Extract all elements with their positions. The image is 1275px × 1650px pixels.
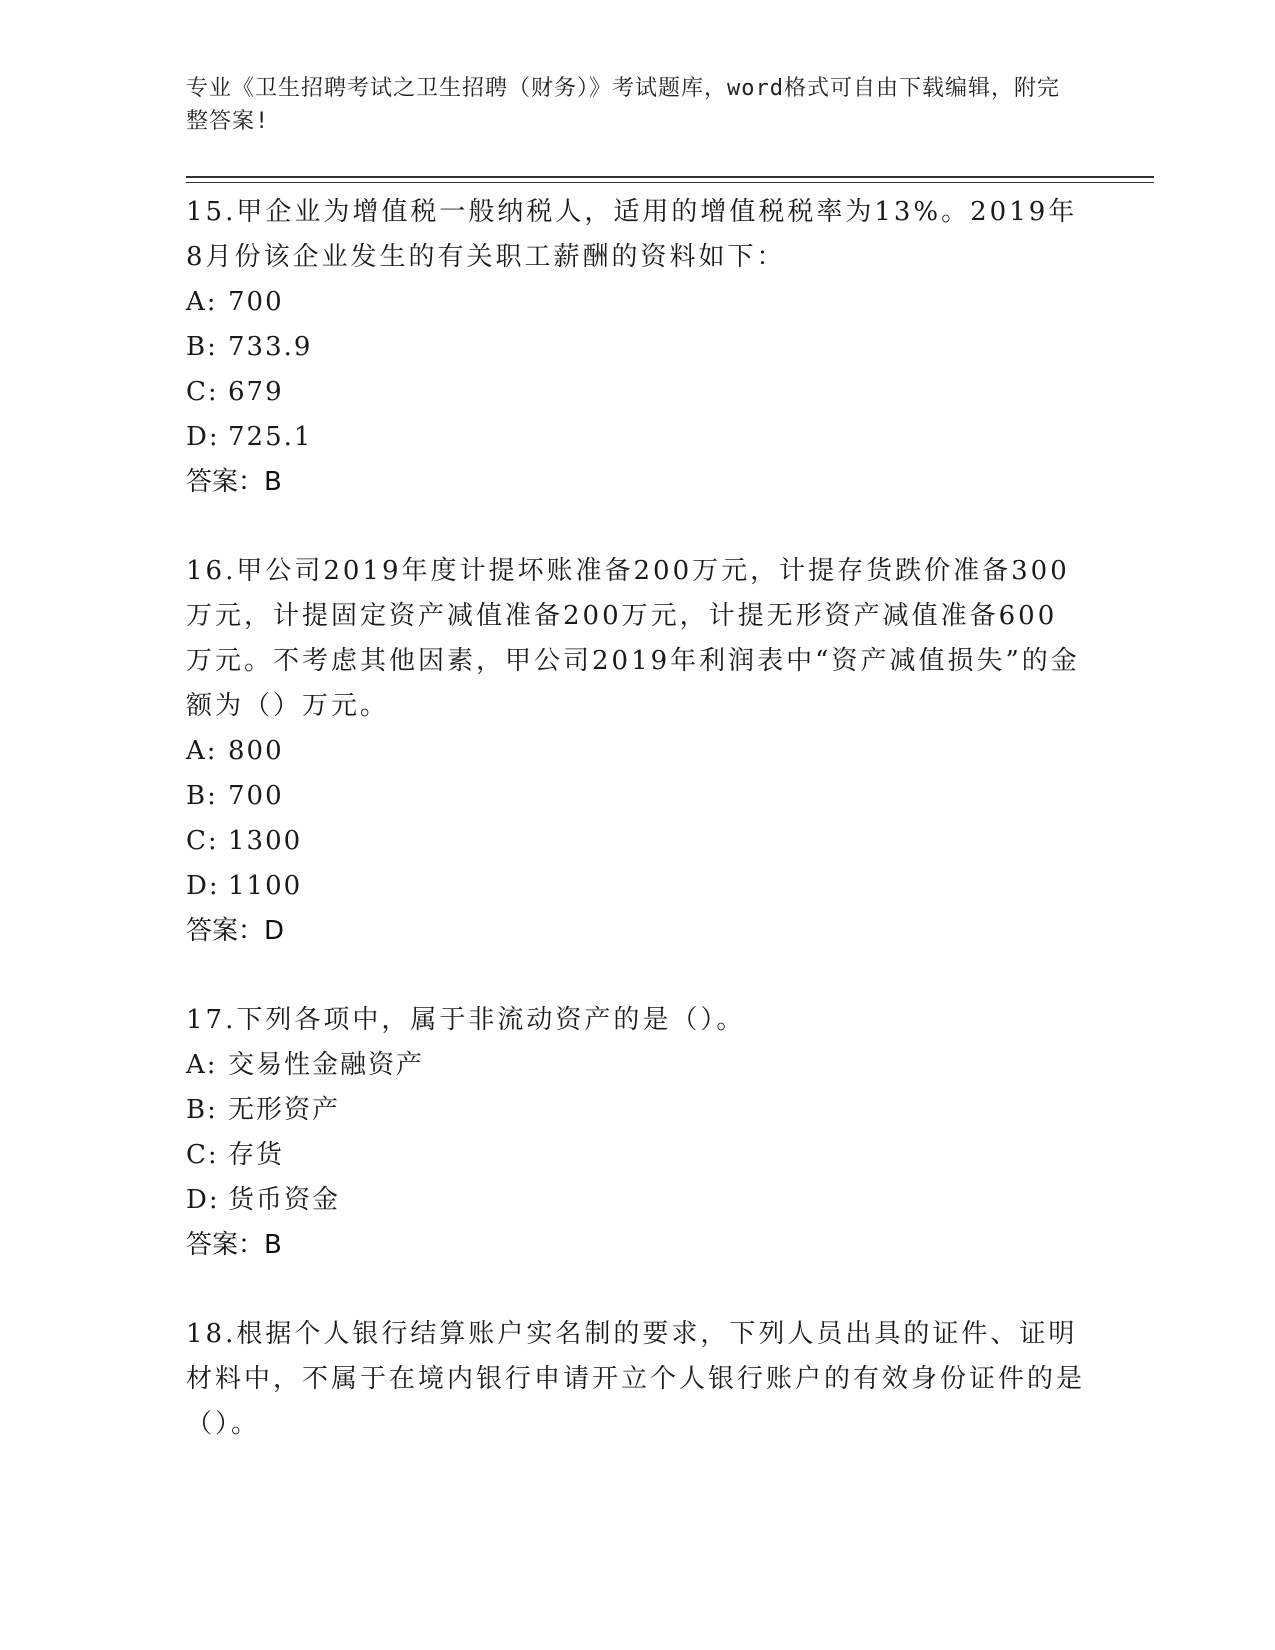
option-label: B:: [186, 781, 218, 811]
option-label: C:: [186, 826, 219, 856]
question-text: 17.下列各项中，属于非流动资产的是（）。: [186, 1005, 746, 1035]
spacer: [186, 1268, 1086, 1312]
option-value: 存货: [228, 1140, 285, 1170]
spacer: [186, 954, 1086, 998]
spacer: [186, 505, 1086, 549]
answer-line: 答案：D: [186, 916, 285, 946]
option-value: 无形资产: [228, 1095, 341, 1125]
option-label: A:: [186, 736, 218, 766]
option-b: [186, 774, 1086, 819]
question-15: [186, 190, 1086, 505]
option-value: 货币资金: [228, 1185, 341, 1215]
option-value: 700: [228, 287, 284, 317]
option-a: [186, 1043, 1086, 1088]
header-divider-thin: [186, 182, 1154, 183]
option-label: D:: [186, 422, 220, 452]
document-header: 专业《卫生招聘考试之卫生招聘（财务）》考试题库，word格式可自由下载编辑，附完整答案!: [186, 76, 1060, 134]
option-c: [186, 1133, 1086, 1178]
option-label: A:: [186, 287, 218, 317]
question-16: [186, 549, 1086, 954]
option-label: D:: [186, 871, 220, 901]
answer-line: 答案：B: [186, 1230, 282, 1260]
question-text: 16.甲公司2019年度计提坏账准备200万元，计提存货跌价准备300万元，计提固定资产减值准备200万元，计提无形资产减值准备600万元。不考虑其他因素，甲公司2019年利润表中“资产减值损失”的金额为（）万元。: [186, 556, 1080, 721]
option-b: [186, 1088, 1086, 1133]
option-label: B:: [186, 332, 218, 362]
question-list: [186, 190, 1086, 1447]
option-d: [186, 415, 1086, 460]
option-value: 679: [228, 377, 284, 407]
option-value: 1300: [228, 826, 303, 856]
option-c: [186, 819, 1086, 864]
question-17: [186, 998, 1086, 1268]
option-label: B:: [186, 1095, 218, 1125]
option-a: [186, 729, 1086, 774]
option-value: 800: [228, 736, 284, 766]
option-label: C:: [186, 1140, 219, 1170]
option-value: 733.9: [228, 332, 313, 362]
option-value: 725.1: [228, 422, 313, 452]
header-divider: [186, 176, 1154, 178]
option-c: [186, 370, 1086, 415]
option-d: [186, 864, 1086, 909]
option-label: C:: [186, 377, 219, 407]
option-value: 1100: [228, 871, 303, 901]
answer-line: 答案：B: [186, 467, 282, 497]
question-text: 15.甲企业为增值税一般纳税人，适用的增值税税率为13%。2019年8月份该企业发生的有关职工薪酬的资料如下：: [186, 197, 1078, 272]
option-value: 700: [228, 781, 284, 811]
question-text: 18.根据个人银行结算账户实名制的要求，下列人员出具的证件、证明材料中，不属于在境内银行申请开立个人银行账户的有效身份证件的是（）。: [186, 1319, 1086, 1439]
question-18: [186, 1312, 1086, 1447]
option-label: A:: [186, 1050, 218, 1080]
option-value: 交易性金融资产: [228, 1050, 425, 1080]
option-b: [186, 325, 1086, 370]
option-label: D:: [186, 1185, 220, 1215]
option-a: [186, 280, 1086, 325]
option-d: [186, 1178, 1086, 1223]
